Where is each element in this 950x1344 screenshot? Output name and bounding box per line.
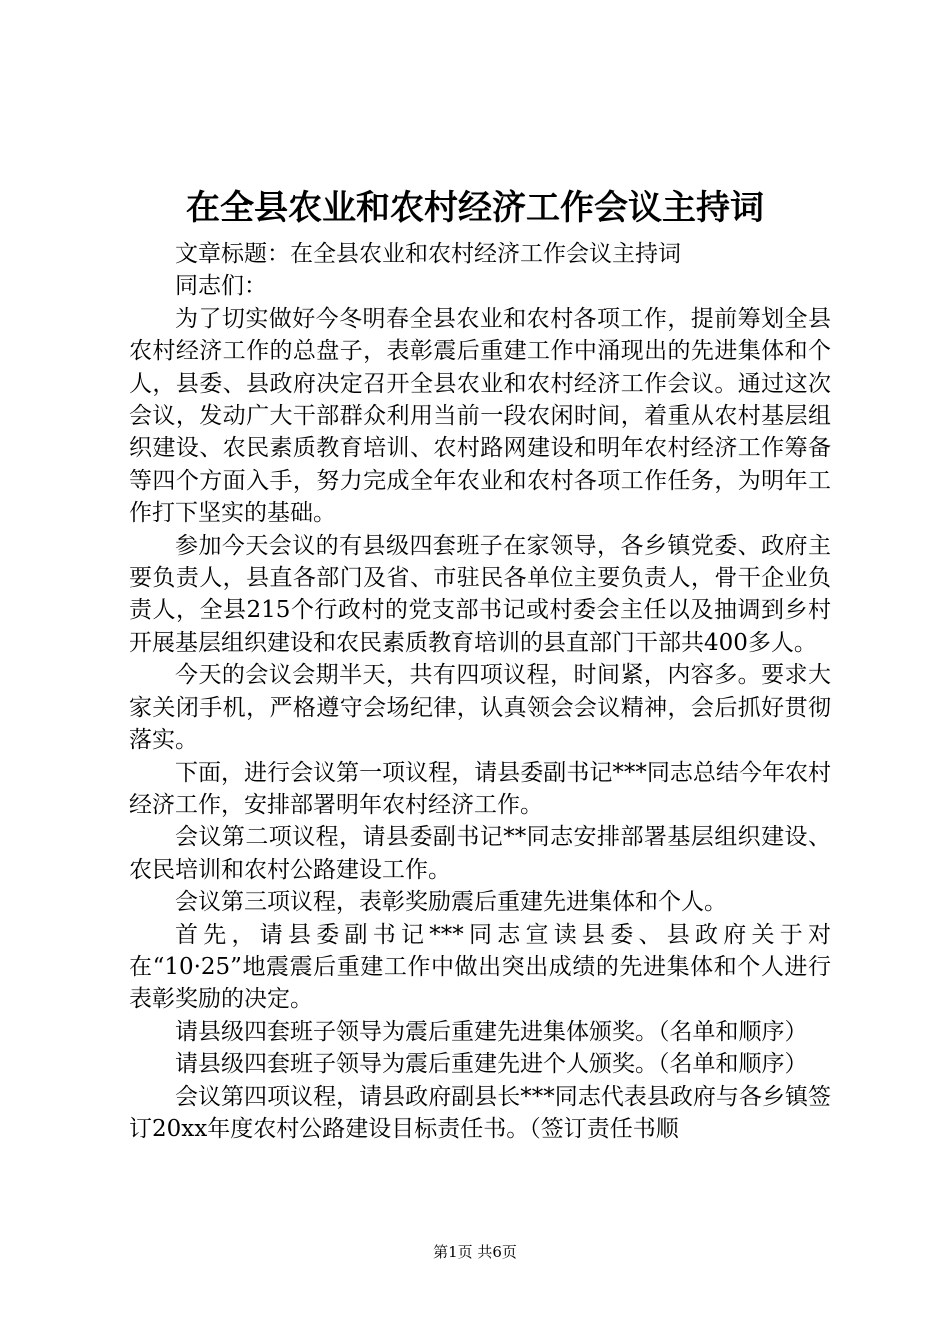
document-title: 在全县农业和农村经济工作会议主持词 [186,188,764,228]
document-body [129,238,831,1145]
page-footer: 第1页 共6页 [433,1243,517,1261]
paragraph-individual-award: 请县级四套班子领导为震后重建先进个人颁奖。（名单和顺序） [175,1051,808,1078]
paragraph-schedule: 今天的会议会期半天，共有四项议程，时间紧，内容多。要求大家关闭手机，严格遵守会场纪律，认真领会会议精神，会后抓好贯彻落实。 [129,662,831,754]
paragraph-agenda-four: 会议第四项议程，请县政府副县长***同志代表县政府与各乡镇签订20xx年度农村公路建设目标责任书。（签订责任书顺 [129,1083,831,1142]
paragraph-agenda-three: 会议第三项议程，表彰奖励震后重建先进集体和个人。 [175,889,727,916]
paragraph-collective-award: 请县级四套班子领导为震后重建先进集体颁奖。（名单和顺序） [175,1018,808,1045]
paragraph-agenda-one: 下面，进行会议第一项议程，请县委副书记***同志总结今年农村经济工作，安排部署明年农村经济工作。 [129,759,831,818]
paragraph-attendees: 参加今天会议的有县级四套班子在家领导，各乡镇党委、政府主要负责人，县直各部门及省、市驻民各单位主要负责人，骨干企业负责人，全县215个行政村的党支部书记或村委会主任以及抽调到乡村开展基层组织建设和农民素质教育培训的县直部门干部共400多人。 [129,532,831,656]
paragraph-agenda-two: 会议第二项议程，请县委副书记**同志安排部署基层组织建设、农民培训和农村公路建设工作。 [129,824,831,883]
paragraph-commendation: 首先，请县委副书记***同志宣读县委、县政府关于对在“10·25”地震震后重建工作中做出突出成绩的先进集体和个人进行表彰奖励的决定。 [129,921,831,1013]
paragraph-purpose: 为了切实做好今冬明春全县农业和农村各项工作，提前筹划全县农村经济工作的总盘子，表彰震后重建工作中涌现出的先进集体和个人，县委、县政府决定召开全县农业和农村经济工作会议。通过这次会议，发动广大干部群众利用当前一段农闲时间，着重从农村基层组织建设、农民素质教育培训、农村路网建设和明年农村经济工作筹备等四个方面入手，努力完成全年农业和农村各项工作任务，为明年工作打下坚实的基础。 [129,305,831,527]
paragraph-article-title: 文章标题：在全县农业和农村经济工作会议主持词 [175,241,681,267]
paragraph-salutation: 同志们： [175,273,267,300]
